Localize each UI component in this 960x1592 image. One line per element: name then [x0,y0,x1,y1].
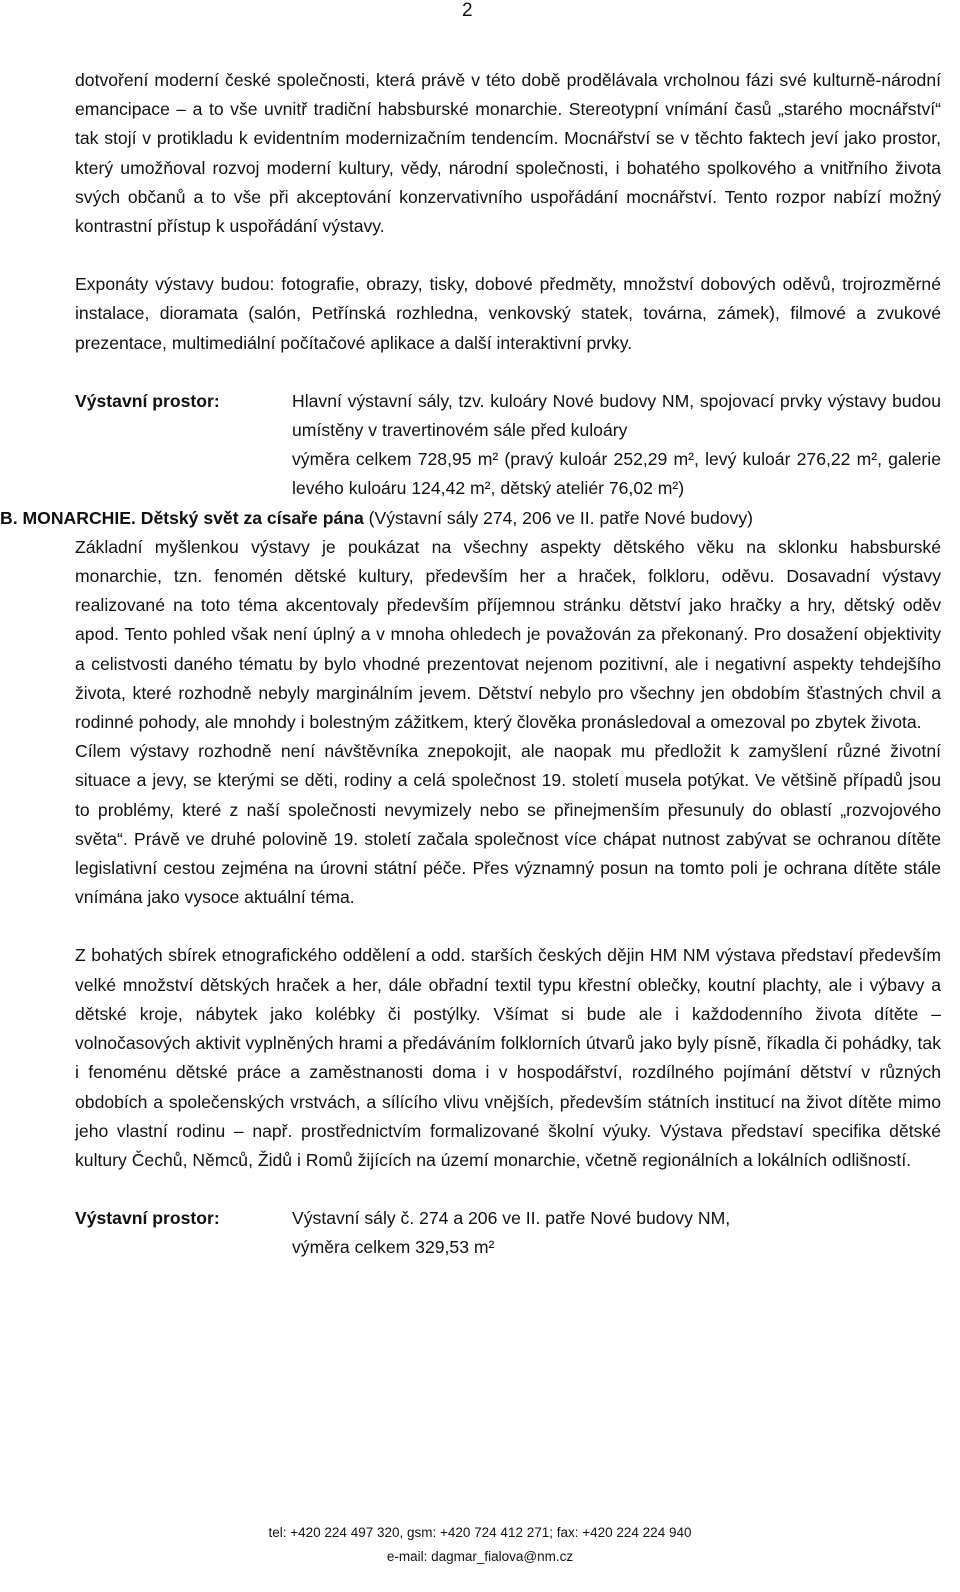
section-b-paragraph: Cílem výstavy rozhodně není návštěvníka znepokojit, ale naopak mu předložit k zamyšlení různé životní situace a jevy, se kterými se děti, rodiny a celá společnost 19. století musela potýkat. Ve většině případů jsou to problémy, které z naší společnosti nevymizely nebo se přinejmenším přesunuly do oblastí „rozvojového světa“. Právě ve druhé polovině 19. století začala společnost více chápat nutnost zabývat se ochranou dítěte legislativní cestou zejména na úrovni státní péče. Přes významný posun na tomto poli je ochrana dítěte stále vnímána jako vysoce aktuální téma. [75,741,941,908]
venue-label: Výstavní prostor: [75,1208,220,1229]
venue-line: Hlavní výstavní sály, tzv. kuloáry Nové budovy NM, spojovací prvky výstavy budou umístěny v travertinovém sále před kuloáry [292,390,941,441]
section-b-paragraph: Základní myšlenkou výstavy je poukázat na všechny aspekty dětského věku na sklonku habsburské monarchie, tzn. fenomén dětské kultury, především her a hraček, folkloru, oděvu. Dosavadní výstavy realizované na toto téma akcentovaly především příjemnou stránku dětství jako hračky a hry, dětský oděv apod. Tento pohled však není úplný a v mnoha ohledech je považován za překonaný. Pro dosažení objektivity a celistvosti daného tématu by bylo vhodné prezentovat nejenom pozitivní, ale i negativní aspekty tehdejšího života, které rozhodně nebyly marginálním jevem. Dětství nebylo pro všechny jen obdobím šťastných chvil a rodinné pohody, ale mnohdy i bolestným zážitkem, který člověka pronásledoval a omezoval po zbytek života. [75,536,941,733]
venue-description [292,387,941,504]
venue-block-b [75,1204,941,1262]
section-b-heading [0,504,941,533]
venue-line: výměra celkem 728,95 m² (pravý kuloár 252,29 m², levý kuloár 276,22 m², galerie levého kuloáru 124,42 m², dětský ateliér 76,02 m²) [292,449,941,499]
section-b-title: Dětský svět za císaře pána [140,507,364,528]
footer-contacts: tel: +420 224 497 320, gsm: +420 724 412 271; fax: +420 224 224 940 [268,1525,692,1540]
venue-block-a [75,387,941,504]
document-body [0,66,941,1263]
venue-line: výměra celkem 329,53 m² [292,1237,495,1258]
spacer [75,358,941,387]
venue-line: Výstavní sály č. 274 a 206 ve II. patře Nové budovy NM, [292,1208,731,1229]
collections-paragraph: Z bohatých sbírek etnografického oddělení a odd. starších českých dějin HM NM výstava představí především velké množství dětských hraček a her, dále obřadní textil typu křestní oblečky, koutní plachty, ale i výbavy a dětské kroje, nábytek jako kolébky či postýlky. Všímat si bude ale i každodenního života dítěte – volnočasových aktivit vyplněných hrami a předáváním folklorních útvarů jako byly písně, říkadla či pohádky, tak i fenoménu dětské práce a zaměstnanosti doma i v hospodářství, rozdílného pojímání dětství v různých obdobích a společenských vrstvách, a sílícího vlivu vnějších, především státních institucí na život dítěte mimo jeho vlastní rodinu – např. prostřednictvím formalizované školní výuky. Výstava představí specifika dětské kultury Čechů, Němců, Židů i Romů žijících na území monarchie, včetně regionálních a lokálních odlišností. [75,945,941,1170]
page-number: 2 [462,0,473,21]
spacer [75,1175,941,1204]
section-b-subtitle: (Výstavní sály 274, 206 ve II. patře Nové budovy) [368,507,753,528]
spacer [75,241,941,270]
footer-email: e-mail: dagmar_fialova@nm.cz [386,1549,574,1564]
exhibits-paragraph: Exponáty výstavy budou: fotografie, obrazy, tisky, dobové předměty, množství dobových oděvů, trojrozměrné instalace, dioramata (salón, Petřínská rozhledna, venkovský statek, továrna, zámek), filmové a zvukové prezentace, multimediální počítačové aplikace a další interaktivní prvky. [75,274,941,353]
section-b-prefix: B. MONARCHIE. [0,507,136,528]
intro-paragraph: dotvoření moderní české společnosti, která právě v této době prodělávala vrcholnou fázi své kulturně-národní emancipace – a to vše uvnitř tradiční habsburské monarchie. Stereotypní vnímání časů „starého mocnářství“ tak stojí v protikladu k evidentním modernizačním tendencím. Mocnářství se v těchto faktech jeví jako prostor, který umožňoval rozvoj moderní kultury, vědy, národní společnosti, i bohatého spolkového a vnitřního života svých občanů a to vše při akceptování konzervativního uspořádání mocnářství. Tento rozpor nabízí možný kontrastní přístup k uspořádání výstavy. [75,70,941,237]
venue-description [292,1204,941,1262]
spacer [75,912,941,941]
venue-label: Výstavní prostor: [75,390,220,411]
